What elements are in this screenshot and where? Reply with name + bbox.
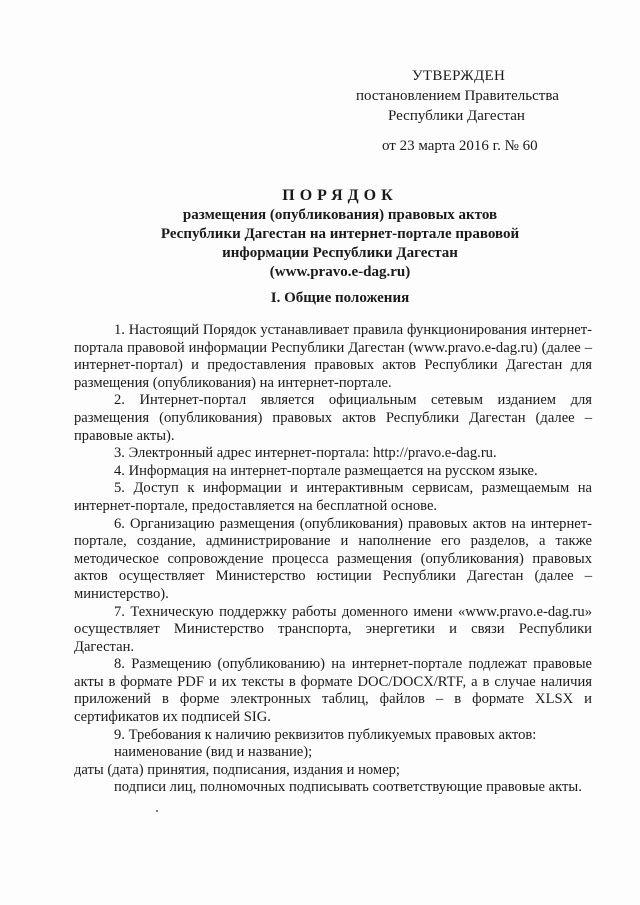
paragraph-9: 9. Требования к наличию реквизитов публикуемых правовых актов: (114, 726, 537, 743)
paragraph-2: 2. Интернет-портал является официальным сетевым изданием для размещения (опубликования) правовых актов Республики Дагестан (далее – правовые акты). (74, 392, 592, 444)
approval-date: от 23 марта 2016 г. № 60 (382, 138, 538, 154)
document-body (74, 322, 592, 797)
paragraph-8: 8. Размещению (опубликованию) на интернет-портале подлежат правовые акты в формате PDF и их тексты в формате DOC/DOCX/RTF, а в случае наличия приложений в форме электронных таблиц, файлов – в формате XLSX и сертификатов их подписей SIG. (74, 656, 592, 726)
document-title (80, 186, 600, 282)
paragraph-6: 6. Организацию размещения (опубликования) правовых актов на интернет-портале, создание, администрирование и наполнение его разделов, а также методическое сопровождение процесса размещения (опубликования) правовых актов осуществляет Министерство юстиции Республики Дагестан (далее – министерство). (74, 515, 592, 602)
section-heading: I. Общие положения (270, 290, 410, 306)
title-line-3: информации Республики Дагестан (222, 245, 458, 261)
paragraph-1: 1. Настоящий Порядок устанавливает правила функционирования интернет-портала правовой информации Республики Дагестан (www.pravo.e-dag.ru) (далее – интернет-портал) и предоставления правовых актов Республики Дагестан для размещения (опубликования) на интернет-портале. (74, 322, 592, 391)
paragraph-5: 5. Доступ к информации и интерактивным сервисам, размещаемым на интернет-портале, предоставляется на бесплатной основе. (74, 480, 592, 514)
paragraph-7: 7. Техническую поддержку работы доменного имени «www.pravo.e-dag.ru» осуществляет Министерство транспорта, энергетики и связи Республики Дагестан. (74, 603, 592, 655)
paragraph-9-item-3: подписи лиц, полномочных подписывать соответствующие правовые акты. (114, 779, 582, 796)
approval-stamp (352, 66, 592, 156)
paragraph-9-item-2: даты (дата) принятия, подписания, издания и номер; (74, 761, 400, 778)
title-line-4: (www.pravo.e-dag.ru) (269, 264, 411, 280)
paragraph-9-item-1: наименование (вид и название); (114, 744, 313, 761)
scan-speck (156, 810, 158, 812)
approval-authority: постановлением Правительства (356, 88, 559, 104)
title-line-2: Республики Дагестан на интернет-портале правовой (160, 226, 520, 242)
title-main: ПОРЯДОК (282, 187, 398, 204)
approval-heading: УТВЕРЖДЕН (412, 68, 506, 84)
paragraph-4: 4. Информация на интернет-портале размещается на русском языке. (114, 462, 538, 479)
title-line-1: размещения (опубликования) правовых актов (182, 207, 498, 223)
paragraph-3: 3. Электронный адрес интернет-портала: http://pravo.e-dag.ru. (114, 445, 497, 462)
approval-region: Республики Дагестан (388, 108, 525, 124)
